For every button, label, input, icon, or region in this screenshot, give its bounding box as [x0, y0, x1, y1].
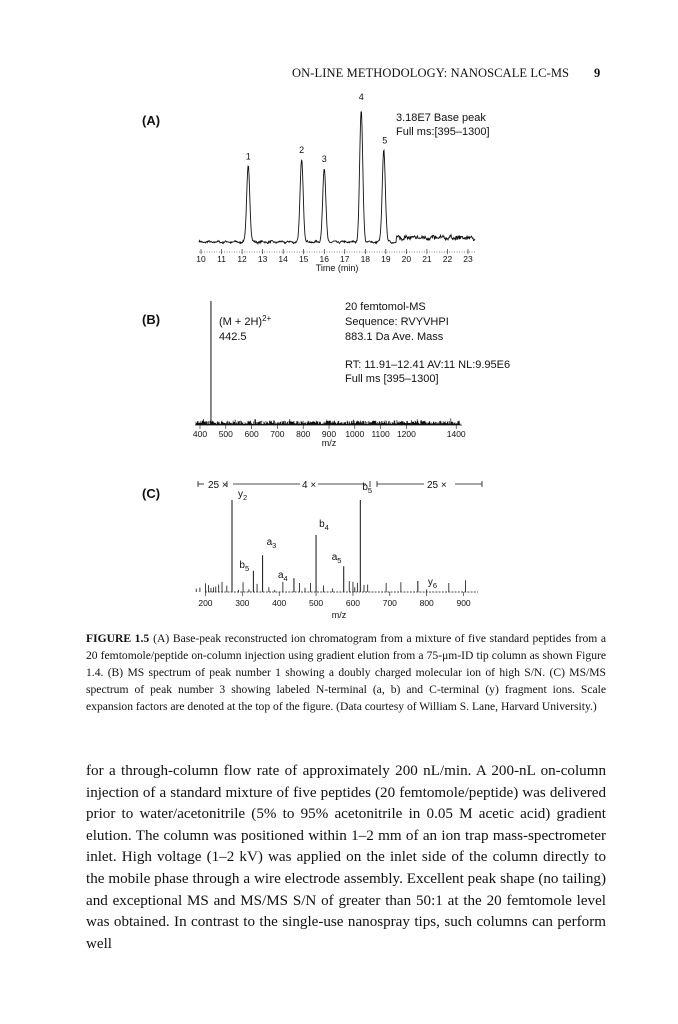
- panel-a-tick-label: 17: [340, 254, 350, 264]
- panel-a-tick-label: 16: [319, 254, 329, 264]
- panel-b-tick-label: 800: [296, 429, 311, 439]
- running-title: ON-LINE METHODOLOGY: NANOSCALE LC-MS: [292, 66, 570, 80]
- panel-b-tick-label: 1100: [371, 429, 390, 439]
- panel-a-x-ticks: [196, 249, 473, 264]
- panel-a-label: (A): [142, 113, 161, 128]
- caption-label: FIGURE 1.5: [86, 632, 150, 645]
- panel-a-tick-label: 13: [257, 254, 268, 264]
- panel-b-info-sequence: Sequence: RVYVHPI: [345, 316, 449, 328]
- page-number: 9: [594, 66, 601, 80]
- panel-a-base-peak-info: 3.18E7 Base peak: [396, 112, 486, 124]
- panel-c-peak-label-y2: $y_2$: [237, 489, 248, 502]
- panel-b-info-mass: 883.1 Da Ave. Mass: [345, 331, 444, 343]
- panel-b-x-axis-label: m/z: [321, 438, 337, 448]
- panel-a-tick-label: 22: [442, 254, 453, 264]
- panel-c-minor-peaks: [196, 580, 465, 592]
- panel-c-x-ticks: [198, 592, 471, 608]
- panel-c-labeled-peaks: [232, 482, 437, 592]
- panel-a-tick-label: 19: [381, 254, 391, 264]
- panel-b-tick-label: 600: [244, 429, 259, 439]
- panel-b-ion-mz: 442.5: [219, 331, 247, 343]
- panel-a-tick-label: 20: [401, 254, 412, 264]
- panel-c-msms-spectrum: [196, 480, 482, 620]
- panel-a-peak-label-1: 1: [245, 151, 251, 162]
- figure-caption: [86, 630, 606, 715]
- scale-label-middle: 4 ×: [302, 480, 317, 491]
- panel-b-ion-formula: (M + 2H): [219, 316, 263, 328]
- panel-a-peak-labels: [246, 92, 388, 164]
- panel-c-label: (C): [142, 486, 161, 501]
- panel-c-tick-label: 900: [456, 598, 471, 608]
- panel-c-tick-label: 400: [272, 598, 287, 608]
- panel-b-info-rt: RT: 11.91–12.41 AV:11 NL:9.95E6: [345, 359, 511, 371]
- panel-a-tick-label: 23: [463, 254, 473, 264]
- panel-b-ion-charge: 2+: [262, 314, 272, 323]
- scale-label-left: 25 ×: [208, 480, 228, 491]
- panel-a-peak-label-3: 3: [321, 154, 327, 165]
- panel-b-tick-label: 400: [192, 429, 208, 439]
- panel-a-peak-label-4: 4: [358, 92, 364, 102]
- panel-a-tick-label: 14: [278, 254, 288, 264]
- panel-b-x-ticks: [193, 425, 466, 439]
- panel-c-tick-label: 800: [419, 598, 434, 608]
- scale-label-right: 25 ×: [427, 480, 447, 491]
- panel-c-peak-label-a3: $a_3$: [266, 537, 277, 551]
- panel-a-tick-label: 18: [360, 254, 371, 264]
- panel-b-noise-baseline: [196, 419, 460, 426]
- panel-a-x-axis-label: Time (min): [315, 263, 359, 273]
- panel-c-tick-label: 600: [345, 598, 361, 608]
- panel-c-peak-label-b5: $b_5$: [239, 559, 250, 573]
- panel-b-tick-label: 1200: [396, 429, 416, 439]
- panel-b-ms-spectrum: [193, 301, 510, 448]
- panel-a-tick-label: 12: [237, 254, 247, 264]
- panel-a-scan-range: Full ms:[395–1300]: [396, 126, 490, 138]
- panel-a-peak-label-5: 5: [382, 135, 388, 146]
- panel-a-peak-label-2: 2: [299, 144, 305, 155]
- panel-c-peak-label-a4: $a_4$: [277, 570, 288, 584]
- panel-a-chromatogram: [196, 92, 489, 273]
- panel-a-tick-label: 11: [217, 254, 226, 264]
- panel-b-ion-label: [219, 314, 272, 328]
- panel-a-tick-label: 21: [422, 254, 432, 264]
- panel-b-tick-label: 1400: [446, 429, 466, 439]
- body-paragraph: for a through-column flow rate of approximately 200 nL/min. A 200-nL on-column injection of a standard mixture of five peptides (20 femtomole/peptide) was delivered prior to water/acetonitrile (5% to 95% acetonitrile in 0.05 M acetic acid) gradient elution. The column was positioned within 1–2 mm of an ion trap mass-spectrometer inlet. High voltage (1–2 kV) was applied on the inlet side of the column directly to the mobile phase through a wire electrode assembly. Excellent peak shape (no tailing) and exceptional MS and MS/MS S/N of greater than 50:1 at the 20 femtomole level was obtained. In contrast to the single-use nanospray tips, such columns can perform well: [86, 763, 606, 952]
- panel-c-peak-label-a5: $a_5$: [331, 552, 342, 566]
- panel-b-tick-label: 700: [270, 429, 285, 439]
- panel-c-peak-label-b5: $b_5$: [362, 482, 373, 495]
- panel-c-peak-label-y6: $y_6$: [427, 576, 438, 590]
- panel-c-tick-label: 300: [235, 598, 250, 608]
- panel-b-info-amount: 20 femtomol-MS: [345, 301, 426, 313]
- panel-c-peak-label-b4: $b_4$: [319, 518, 329, 532]
- panel-b-tick-label: 1000: [345, 429, 365, 439]
- caption-text: (A) Base-peak reconstructed ion chromatogram from a mixture of five standard peptides from a 20 femtomole/peptide on-column injection using gradient elution from a 75-μm-ID tip column as shown Figure 1.4. (B) MS spectrum of peak number 1 showing a doubly charged molecular ion of high S/N. (C) MS/MS spectrum of peak number 3 showing labeled N-terminal (a, b) and C-terminal (y) fragment ions. Scale expansion factors are denoted at the top of the figure. (Data courtesy of William S. Lane, Harvard University.): [86, 632, 606, 713]
- panel-c-tick-label: 200: [198, 598, 213, 608]
- panel-a-tick-label: 15: [298, 254, 309, 264]
- panel-b-tick-label: 900: [321, 429, 337, 439]
- panel-b-tick-label: 500: [218, 429, 233, 439]
- panel-c-x-axis-label: m/z: [331, 610, 347, 620]
- panel-b-label: (B): [142, 312, 161, 327]
- panel-c-tick-label: 500: [308, 598, 324, 608]
- panel-a-tick-label: 10: [196, 254, 206, 264]
- panel-c-tick-label: 700: [382, 598, 397, 608]
- panel-b-info-scan: Full ms [395–1300]: [345, 373, 439, 385]
